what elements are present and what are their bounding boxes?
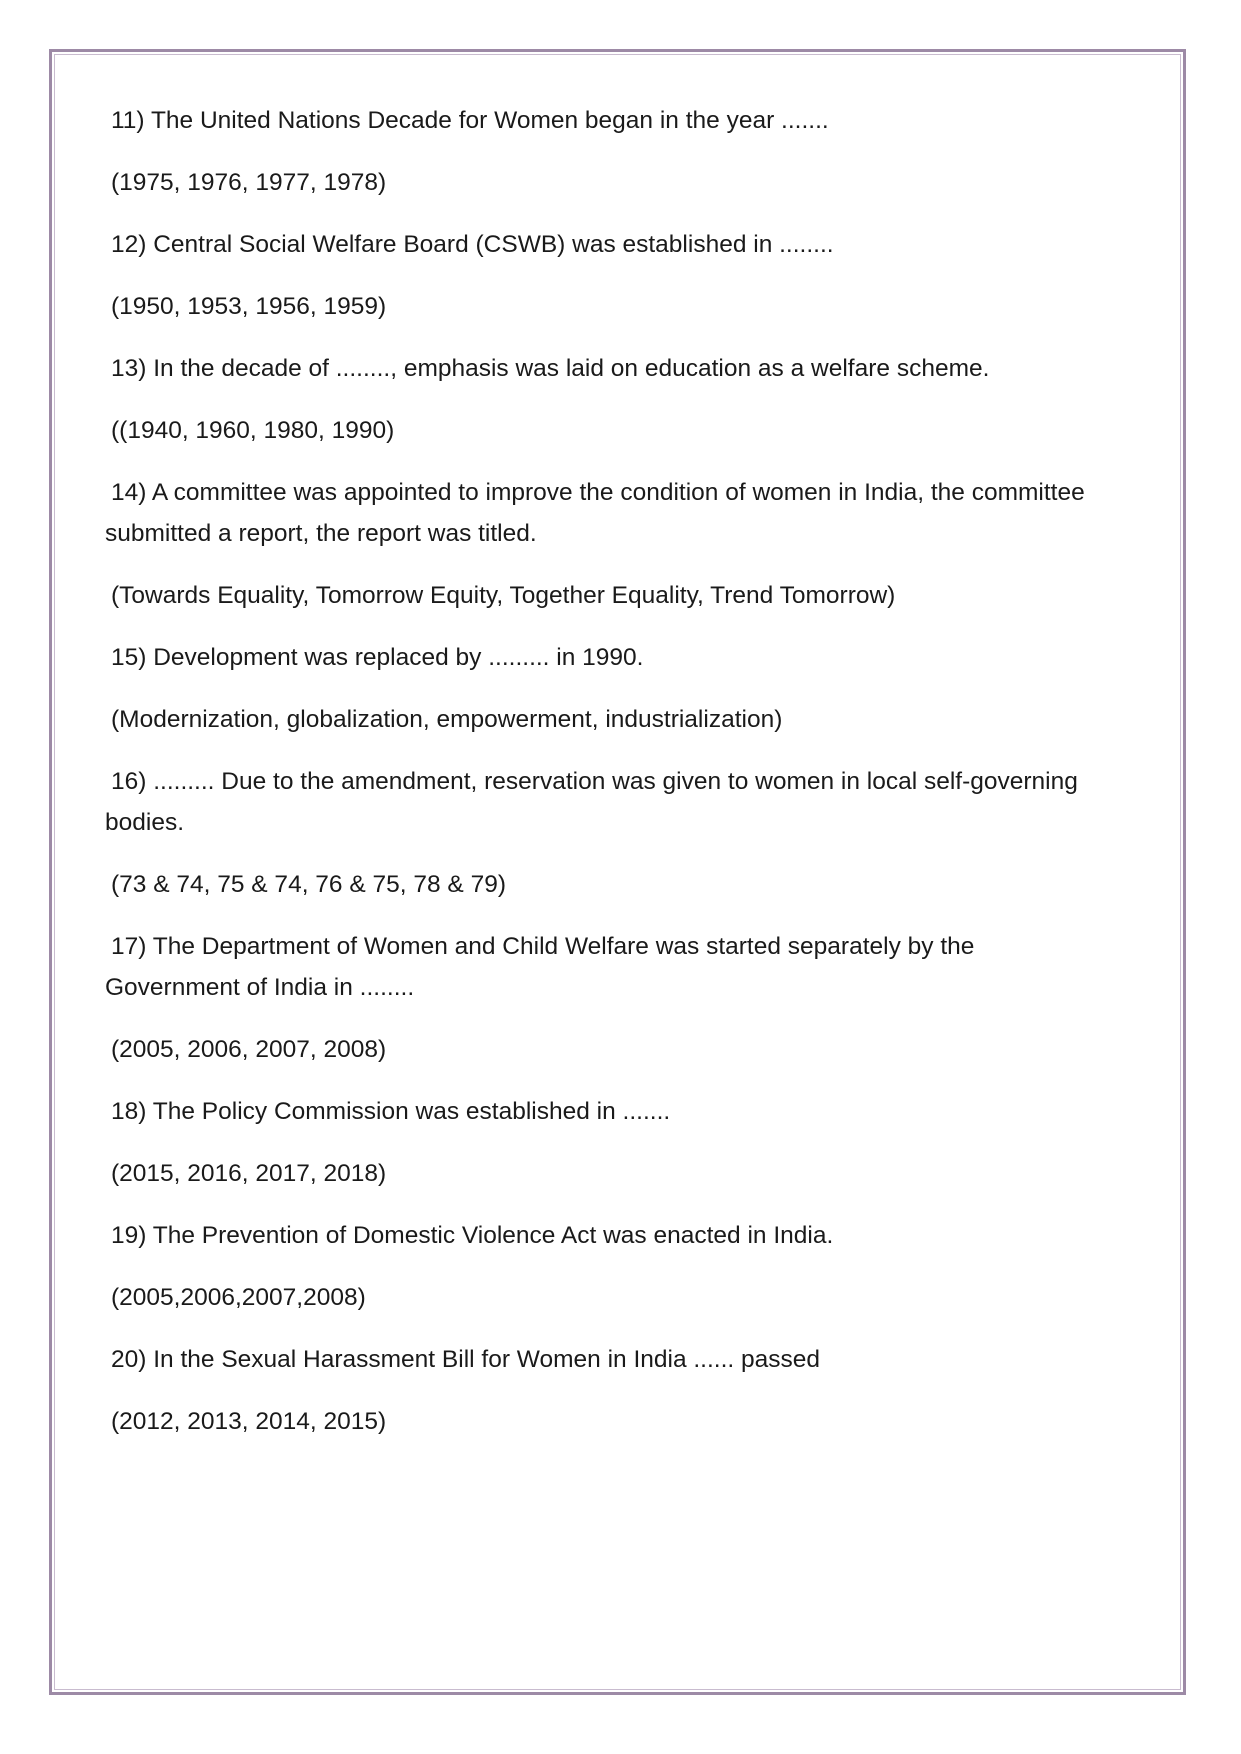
question-options: ((1940, 1960, 1980, 1990)	[111, 417, 395, 444]
question-options: (Modernization, globalization, empowerment, industrialization)	[111, 706, 783, 733]
question-text: 16) ......... Due to the amendment, reservation was given to women in local self-governing bodies.	[105, 768, 1078, 836]
question-options: (2015, 2016, 2017, 2018)	[111, 1160, 387, 1187]
question-text: 18) The Policy Commission was established in .......	[111, 1098, 671, 1125]
question-item-11	[105, 100, 1085, 203]
question-item-19	[105, 1215, 1085, 1318]
question-text: 14) A committee was appointed to improve the condition of women in India, the committee submitted a report, the report was titled.	[105, 479, 1085, 547]
question-text: 19) The Prevention of Domestic Violence Act was enacted in India.	[111, 1222, 834, 1249]
question-text: 17) The Department of Women and Child Welfare was started separately by the Government of India in ........	[105, 933, 975, 1001]
question-list	[105, 100, 1085, 1463]
question-options: (73 & 74, 75 & 74, 76 & 75, 78 & 79)	[111, 871, 506, 898]
question-text: 12) Central Social Welfare Board (CSWB) was established in ........	[111, 231, 834, 258]
question-item-15	[105, 637, 1085, 740]
question-item-20	[105, 1339, 1085, 1442]
question-item-16	[105, 761, 1085, 905]
question-item-14	[105, 472, 1085, 616]
question-options: (1950, 1953, 1956, 1959)	[111, 293, 387, 320]
question-options: (2005,2006,2007,2008)	[111, 1284, 366, 1311]
question-item-17	[105, 926, 1085, 1070]
question-options: (2012, 2013, 2014, 2015)	[111, 1408, 387, 1435]
question-text: 11) The United Nations Decade for Women began in the year .......	[111, 107, 829, 134]
question-options: (Towards Equality, Tomorrow Equity, Together Equality, Trend Tomorrow)	[111, 582, 896, 609]
question-options: (1975, 1976, 1977, 1978)	[111, 169, 387, 196]
question-text: 20) In the Sexual Harassment Bill for Women in India ...... passed	[111, 1346, 821, 1373]
question-item-13	[105, 348, 1085, 451]
question-item-18	[105, 1091, 1085, 1194]
question-options: (2005, 2006, 2007, 2008)	[111, 1036, 387, 1063]
question-text: 15) Development was replaced by ......... in 1990.	[111, 644, 644, 671]
question-text: 13) In the decade of ........, emphasis was laid on education as a welfare scheme.	[111, 355, 990, 382]
question-item-12	[105, 224, 1085, 327]
